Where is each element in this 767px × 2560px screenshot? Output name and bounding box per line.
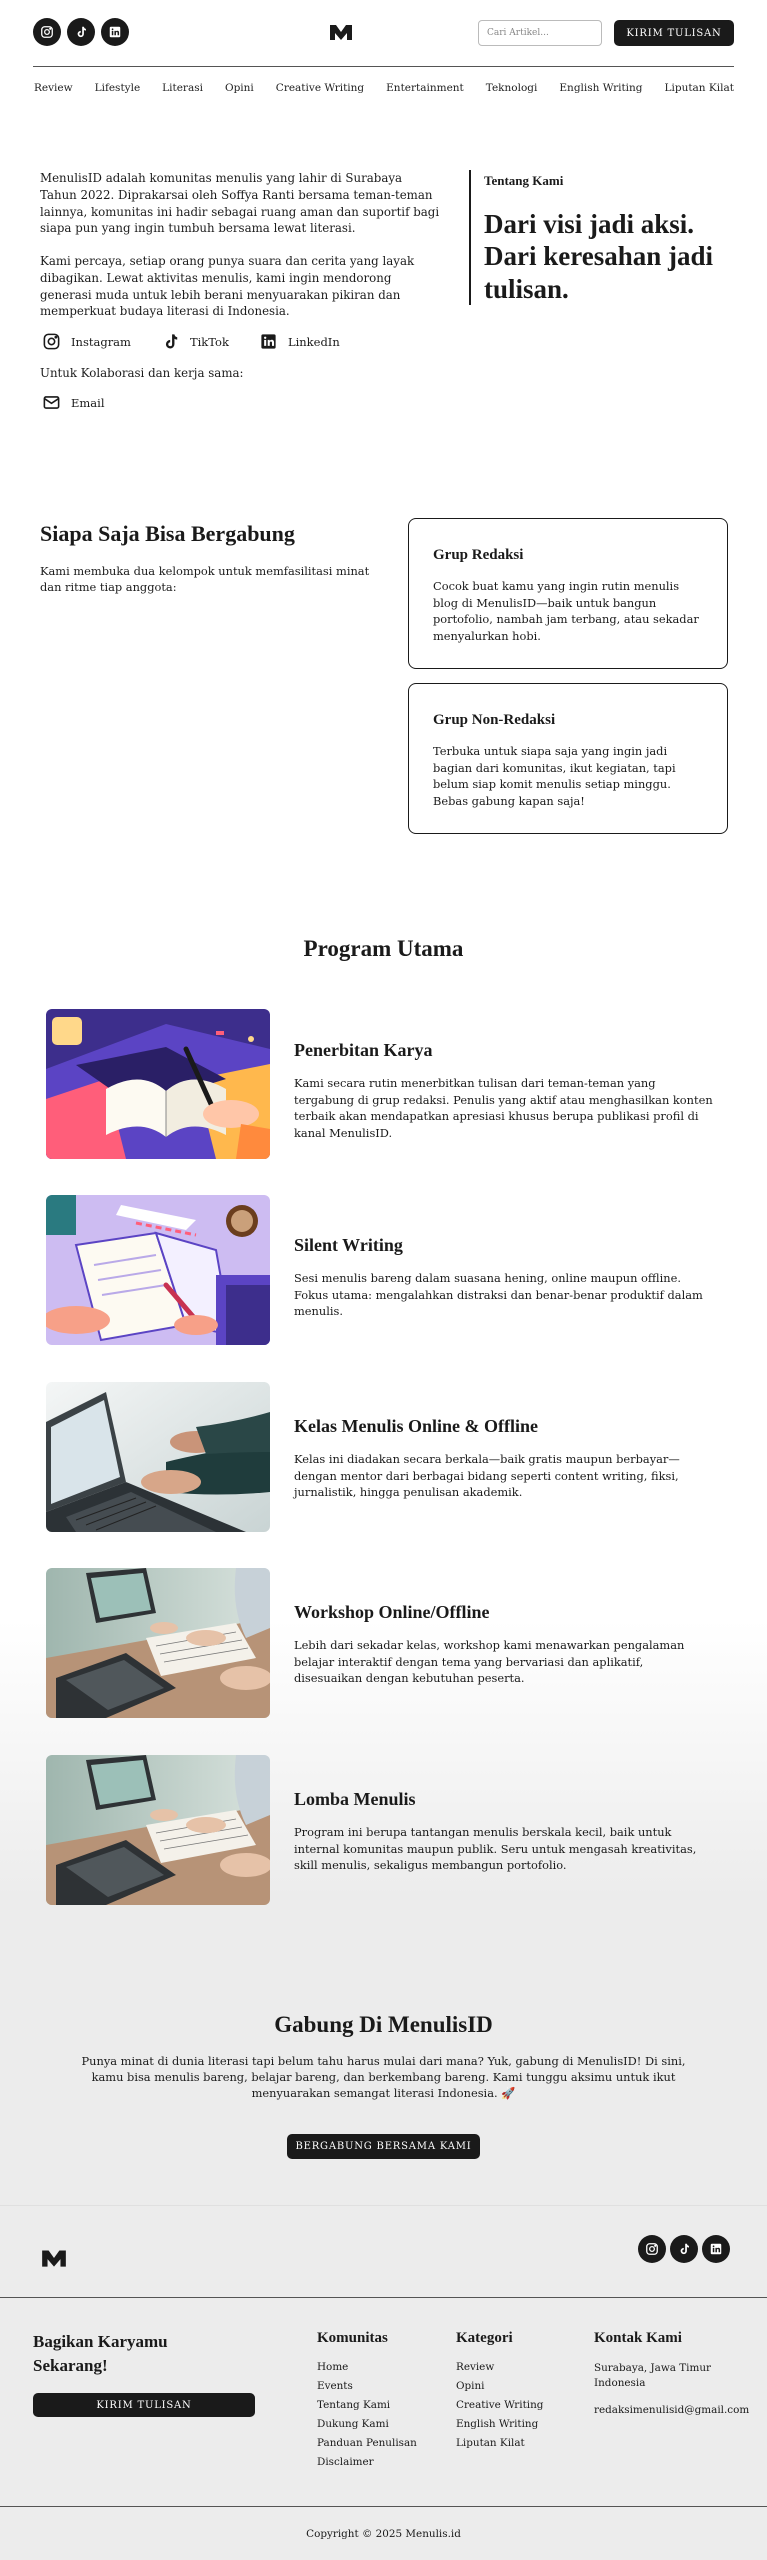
join-us-button[interactable]: BERGABUNG BERSAMA KAMI (287, 2134, 480, 2159)
linkedin-icon (259, 332, 278, 351)
footer-address: Surabaya, Jawa Timur Indonesia (594, 2362, 712, 2389)
tiktok-link[interactable] (67, 18, 95, 46)
linkedin-link[interactable] (101, 18, 129, 46)
nav-item-review[interactable]: Review (34, 82, 73, 94)
program-title: Kelas Menulis Online & Offline (294, 1416, 539, 1436)
instagram-link[interactable] (33, 18, 61, 46)
program-description: Sesi menulis bareng dalam suasana hening, online maupun offline. Fokus utama: mengalahkan distraksi dan benar-benar produktif dalam menulis. (294, 1271, 703, 1319)
copyright-text: Copyright © 2025 Menulis.id (306, 2528, 461, 2540)
nav-item-lifestyle[interactable]: Lifestyle (94, 82, 141, 94)
about-social-links (42, 332, 340, 351)
footer-linkedin-link[interactable] (702, 2235, 730, 2263)
instagram-icon (645, 2242, 659, 2256)
nav-item-english-writing[interactable]: English Writing (559, 82, 643, 94)
footer-instagram-link[interactable] (638, 2235, 666, 2263)
footer-link-review[interactable]: Review (456, 2361, 495, 2373)
program-image-lomba (46, 1755, 270, 1905)
linkedin-icon (709, 2242, 723, 2256)
program-image-kelas-menulis (46, 1382, 270, 1532)
nav-item-entertainment[interactable]: Entertainment (386, 82, 464, 94)
footer-kategori (456, 2330, 543, 2456)
about-kicker: Tentang Kami (484, 173, 564, 188)
category-nav (34, 82, 734, 94)
footer-column-title: Kontak Kami (594, 2330, 682, 2346)
footer-link-opini[interactable]: Opini (456, 2380, 485, 2392)
nav-item-literasi[interactable]: Literasi (162, 82, 203, 94)
tiktok-icon (74, 25, 88, 39)
competition-desk-photo-icon (46, 1755, 270, 1905)
footer-link-creative-writing[interactable]: Creative Writing (456, 2399, 544, 2411)
program-image-silent-writing (46, 1195, 270, 1345)
footer-link-home[interactable]: Home (317, 2361, 349, 2373)
email-link[interactable] (42, 393, 105, 412)
card-grup-redaksi (408, 518, 728, 669)
header-social-links (33, 18, 129, 46)
footer-share-title: Bagikan Karyamu Sekarang! (33, 2332, 168, 2375)
footer-link-english-writing[interactable]: English Writing (456, 2418, 539, 2430)
footer-email-link[interactable]: redaksimenulisid@gmail.com (594, 2404, 750, 2417)
footer-link-liputan-kilat[interactable]: Liputan Kilat (456, 2437, 525, 2449)
tiktok-icon (161, 332, 180, 351)
footer-tiktok-link[interactable] (670, 2235, 698, 2263)
program-description: Kelas ini diadakan secara berkala—baik gratis maupun berbayar—dengan mentor dari berbagai bidang seperti content writing, fiksi, jurnalistik, hingga penulisan akademik. (294, 1452, 680, 1500)
cta-text: Punya minat di dunia literasi tapi belum tahu harus mulai dari mana? Yuk, gabung di MenulisID! Di sini, kamu bisa menulis bareng, belajar bareng, dan berkembang bareng. Kami tunggu aksimu untuk ikut menyuarakan semangat literasi Indonesia. 🚀 (81, 2054, 686, 2101)
footer-komunitas (317, 2330, 417, 2475)
menulisid-logo-icon (40, 2247, 68, 2269)
email-label: Email (71, 395, 105, 410)
program-title: Penerbitan Karya (294, 1040, 433, 1060)
footer-top-divider (0, 2205, 767, 2206)
about-accent-bar (469, 170, 471, 305)
program-image-penerbitan (46, 1009, 270, 1159)
instagram-label: Instagram (71, 334, 131, 349)
about-headline: Dari visi jadi aksi. Dari keresahan jadi tulisan. (484, 209, 714, 304)
tiktok-icon (677, 2242, 691, 2256)
card-title: Grup Non-Redaksi (433, 712, 556, 728)
mail-icon (42, 393, 61, 412)
cta-title: Gabung Di MenulisID (274, 2012, 493, 2037)
copyright-divider (0, 2506, 767, 2507)
card-text: Terbuka untuk siapa saja yang ingin jadi bagian dari komunitas, ikut kegiatan, tapi belum siap komit menulis setiap minggu. Bebas gabung kapan saja! (433, 744, 676, 808)
footer-divider (0, 2297, 767, 2298)
footer-logo[interactable] (40, 2247, 68, 2273)
writing-notebook-illustration-icon (46, 1195, 270, 1345)
join-subtitle: Kami membuka dua kelompok untuk memfasilitasi minat dan ritme tiap anggota: (40, 564, 370, 595)
about-linkedin-link[interactable] (259, 332, 340, 351)
program-title: Lomba Menulis (294, 1789, 416, 1809)
program-image-workshop (46, 1568, 270, 1718)
submit-article-button[interactable]: KIRIM TULISAN (614, 20, 734, 46)
card-grup-non-redaksi (408, 683, 728, 834)
nav-item-liputan-kilat[interactable]: Liputan Kilat (664, 82, 734, 94)
menulisid-logo-icon (328, 22, 354, 42)
program-description: Lebih dari sekadar kelas, workshop kami menawarkan pengalaman belajar interaktif dengan tema yang bervariasi dan aplikatif, disesuaikan dengan kebutuhan peserta. (294, 1638, 685, 1686)
instagram-icon (40, 25, 54, 39)
about-instagram-link[interactable] (42, 332, 131, 351)
footer-kontak (594, 2330, 750, 2423)
nav-item-creative-writing[interactable]: Creative Writing (275, 82, 365, 94)
footer-link-tentang-kami[interactable]: Tentang Kami (317, 2399, 391, 2411)
linkedin-label: LinkedIn (287, 334, 340, 349)
instagram-icon (42, 332, 61, 351)
workshop-desk-photo-icon (46, 1568, 270, 1718)
program-title: Workshop Online/Offline (294, 1602, 490, 1622)
tiktok-label: TikTok (189, 334, 229, 349)
site-logo[interactable] (328, 22, 354, 46)
header-divider (33, 66, 734, 67)
footer-column-title: Kategori (456, 2330, 513, 2346)
program-description: Program ini berupa tantangan menulis berskala kecil, baik untuk internal komunitas maupun publik. Seru untuk mengasah kreativitas, skill menulis, sekaligus membangun portofolio. (294, 1825, 697, 1873)
program-title: Silent Writing (294, 1235, 403, 1255)
footer-link-disclaimer[interactable]: Disclaimer (317, 2456, 374, 2468)
nav-item-opini[interactable]: Opini (224, 82, 254, 94)
footer-link-dukung-kami[interactable]: Dukung Kami (317, 2418, 389, 2430)
nav-item-teknologi[interactable]: Teknologi (485, 82, 538, 94)
card-text: Cocok buat kamu yang ingin rutin menulis blog di MenulisID—baik untuk bangun portofolio, nambah jam terbang, atau sekadar menyalurkan hobi. (433, 579, 699, 643)
program-description: Kami secara rutin menerbitkan tulisan dari teman-teman yang tergabung di grup redaksi. Penulis yang aktif atau menghasilkan konten terbaik akan mendapatkan apresiasi khusus berupa publikasi profil di kanal MenulisID. (294, 1076, 713, 1140)
footer-link-panduan[interactable]: Panduan Penulisan (317, 2437, 417, 2449)
join-title: Siapa Saja Bisa Bergabung (40, 521, 295, 546)
programs-title: Program Utama (303, 936, 464, 961)
footer-social-links (638, 2235, 730, 2263)
about-paragraph-2: Kami percaya, setiap orang punya suara dan cerita yang layak dibagikan. Lewat aktivitas menulis, kami ingin mendorong generasi muda untuk lebih berani menyuarakan pikiran dan memperkuat budaya literasi di Indonesia. (40, 254, 415, 319)
footer-link-events[interactable]: Events (317, 2380, 353, 2392)
about-tiktok-link[interactable] (161, 332, 229, 351)
search-input[interactable] (478, 20, 602, 46)
footer-submit-button[interactable]: KIRIM TULISAN (33, 2393, 255, 2417)
card-title: Grup Redaksi (433, 547, 524, 563)
open-book-illustration-icon (46, 1009, 270, 1159)
footer-column-title: Komunitas (317, 2330, 388, 2346)
laptop-typing-photo-icon (46, 1382, 270, 1532)
about-paragraph-1: MenulisID adalah komunitas menulis yang lahir di Surabaya Tahun 2022. Diprakarsai oleh Soffya Ranti bersama teman-teman lainnya, komunitas ini hadir sebagai ruang aman dan suportif bagi siapa pun yang ingin tumbuh bersama lewat literasi. (40, 171, 440, 236)
collab-label: Untuk Kolaborasi dan kerja sama: (40, 366, 244, 380)
linkedin-icon (108, 25, 122, 39)
